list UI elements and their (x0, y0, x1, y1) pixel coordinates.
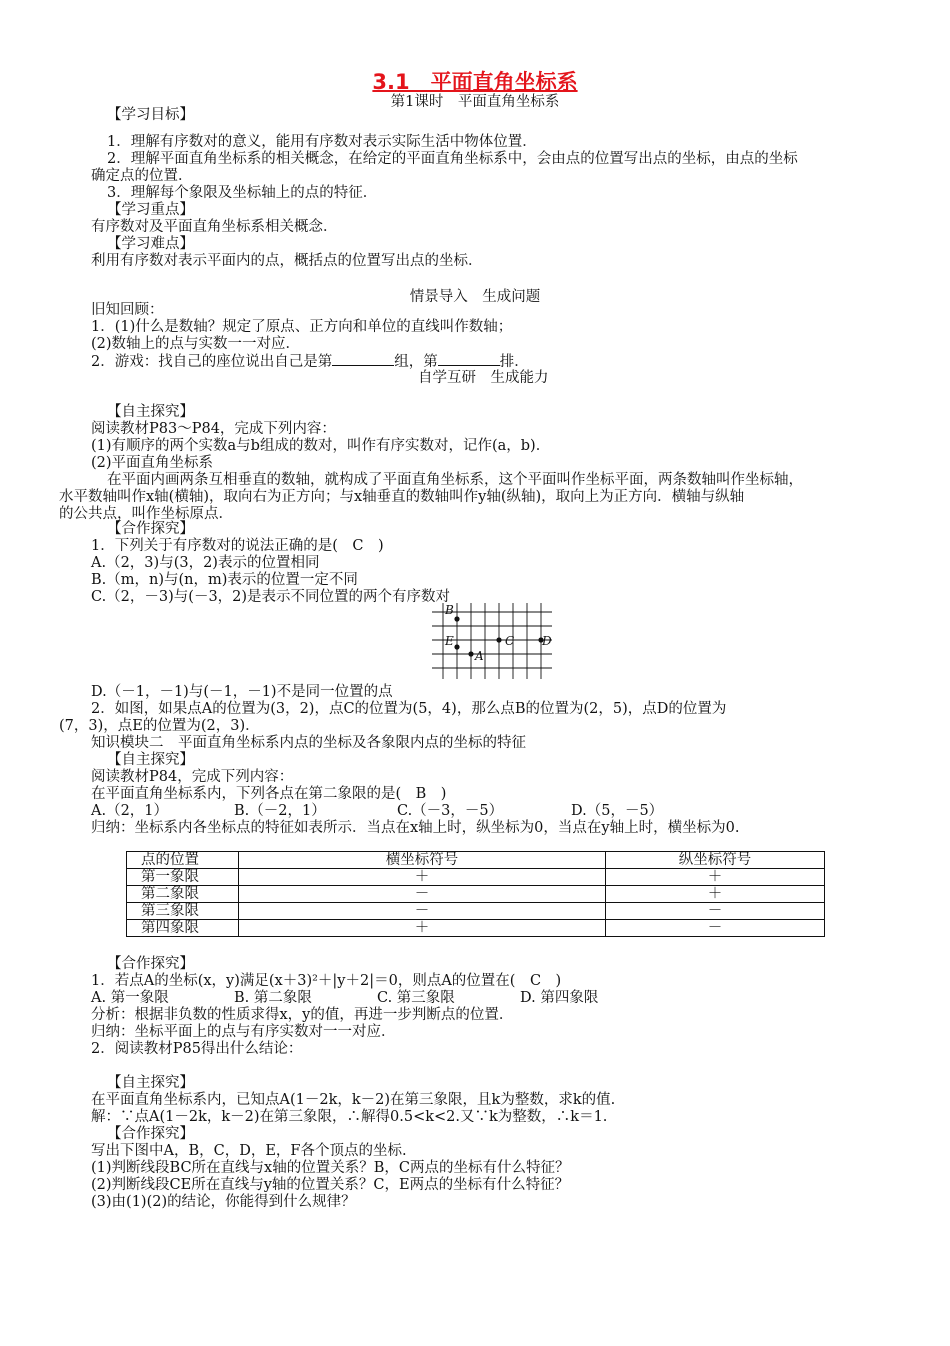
q2-prefix: 2．游戏：找自己的座位说出自己是第 (91, 354, 333, 370)
summary-line: 归纳：坐标平面上的点与有序实数对一一对应． (91, 1024, 396, 1040)
goal-item: 确定点的位置． (91, 168, 193, 184)
explore-line: (1)有顺序的两个实数a与b组成的数对，叫作有序实数对，记作(a，b)． (91, 438, 551, 454)
page-title: 3.1 平面直角坐标系 (372, 70, 578, 94)
hard-text: 利用有序数对表示平面内的点，概括点的位置写出点的坐标． (91, 253, 483, 269)
analysis-line: 分析：根据非负数的性质求得x，y的值，再进一步判断点的位置． (91, 1007, 514, 1023)
table-row (127, 869, 825, 886)
explore-line: 阅读教材P84，完成下列内容： (91, 769, 294, 785)
summary-line: 归纳：坐标系内各坐标点的特征如表所示．当点在x轴上时，纵坐标为0，当点在y轴上时，横坐标为0. (91, 820, 740, 836)
answer-blank[interactable] (438, 353, 500, 366)
table-cell: ＋ (239, 869, 606, 886)
explore-line: (2)平面直角坐标系 (91, 455, 214, 471)
explore-line: 阅读教材P83～P84，完成下列内容： (91, 421, 336, 437)
coop-line: 写出下图中A，B，C，D，E，F各个顶点的坐标. (91, 1143, 407, 1159)
table-cell: 第二象限 (127, 886, 239, 903)
table-cell: ＋ (606, 886, 825, 903)
table-header-row (127, 852, 825, 869)
table-cell: － (239, 903, 606, 920)
label-b: B (445, 603, 454, 617)
explore-heading: 【自主探究】 (107, 1075, 194, 1091)
coop-line: (3)由(1)(2)的结论，你能得到什么规律？ (91, 1194, 356, 1210)
table-cell: ＋ (606, 869, 825, 886)
coop-heading: 【合作探究】 (107, 956, 194, 972)
option-d: D.（5，－5） (571, 803, 664, 819)
table-header: 点的位置 (127, 852, 239, 869)
review-q2 (91, 353, 529, 371)
label-d: D (542, 634, 552, 648)
option-a: A. 第一象限 (91, 990, 169, 1006)
goal-item: 1．理解有序数对的意义，能用有序数对表示实际生活中物体位置． (107, 134, 537, 150)
table-row (127, 920, 825, 937)
table-cell: 第四象限 (127, 920, 239, 937)
table-cell: 第三象限 (127, 903, 239, 920)
coop-line: (2)判断线段CE所在直线与y轴的位置关系？C，E两点的坐标有什么特征？ (91, 1177, 570, 1193)
label-a: A (475, 649, 484, 663)
coop-heading: 【合作探究】 (107, 521, 194, 537)
page-subtitle: 第1课时 平面直角坐标系 (390, 94, 560, 110)
option-c: C.（－3，－5） (397, 803, 504, 819)
key-text: 有序数对及平面直角坐标系相关概念． (91, 219, 338, 235)
option-c: C. 第三象限 (377, 990, 455, 1006)
option-b: B.（m，n)与(n，m)表示的位置一定不同 (91, 572, 358, 588)
explore-line: 在平面直角坐标系内，已知点A(1－2k，k－2)在第三象限，且k为整数，求k的值. (91, 1092, 616, 1108)
coop-heading: 【合作探究】 (107, 1126, 194, 1142)
key-heading: 【学习重点】 (107, 202, 194, 218)
point-e (454, 644, 459, 649)
explore-heading: 【自主探究】 (107, 404, 194, 420)
option-b: B. 第二象限 (234, 990, 312, 1006)
question-1: 1．下列关于有序数对的说法正确的是( C ) (91, 538, 384, 554)
table-header: 横坐标符号 (239, 852, 606, 869)
explore-heading: 【自主探究】 (107, 752, 194, 768)
table-header: 纵坐标符号 (606, 852, 825, 869)
review-q1b: (2)数轴上的点与实数一一对应． (91, 336, 301, 352)
section-heading: 自学互研 生成能力 (418, 370, 549, 386)
goals-heading: 【学习目标】 (107, 107, 194, 123)
question-2: 2．阅读教材P85得出什么结论： (91, 1041, 303, 1057)
question-2-cont: (7，3)，点E的位置为(2，3)． (59, 718, 260, 734)
table-cell: ＋ (239, 920, 606, 937)
label-e: E (445, 634, 454, 648)
explore-line: 解：∵点A(1－2k，k－2)在第三象限，∴解得0.5<k<2.又∵k为整数，∴k＝1. (91, 1109, 608, 1125)
question-1: 1．若点A的坐标(x，y)满足(x＋3)²＋|y＋2|＝0，则点A的位置在( C ) (91, 973, 562, 989)
review-label: 旧知回顾： (91, 302, 164, 318)
goal-item: 2．理解平面直角坐标系的相关概念，在给定的平面直角坐标系中，会由点的位置写出点的坐标，由点的坐标 (107, 151, 798, 167)
option-d: D. 第四象限 (520, 990, 599, 1006)
q2-suffix: 排． (499, 354, 529, 370)
explore-line: 的公共点，叫作坐标原点． (59, 506, 233, 522)
point-b (454, 616, 459, 621)
hard-heading: 【学习难点】 (107, 236, 194, 252)
answer-blank[interactable] (332, 353, 394, 366)
option-a: A.（2，3)与(3，2)表示的位置相同 (91, 555, 320, 571)
table-cell: － (606, 903, 825, 920)
question-2: 2．如图，如果点A的位置为(3，2)，点C的位置为(5，4)，那么点B的位置为(2，5)，点D的位置为 (91, 701, 727, 717)
option-b: B.（－2，1） (234, 803, 326, 819)
q2-mid: 组，第 (394, 354, 438, 370)
option-c: C.（2，－3)与(－3，2)是表示不同位置的两个有序数对 (91, 589, 451, 605)
option-a: A.（2，1） (91, 803, 169, 819)
option-d: D.（－1，－1)与(－1，－1)不是同一位置的点 (91, 684, 393, 700)
table-row (127, 903, 825, 920)
explore-line: 水平数轴叫作x轴(横轴)，取向右为正方向；与x轴垂直的数轴叫作y轴(纵轴)，取向上为正方向．横轴与纵轴 (59, 489, 745, 505)
coop-line: (1)判断线段BC所在直线与x轴的位置关系？B，C两点的坐标有什么特征？ (91, 1160, 570, 1176)
module-heading: 知识模块二 平面直角坐标系内点的坐标及各象限内点的坐标的特征 (91, 735, 526, 751)
goal-item: 3．理解每个象限及坐标轴上的点的特征． (107, 185, 378, 201)
label-c: C (505, 634, 515, 648)
table-cell: － (239, 886, 606, 903)
quadrant-table (126, 851, 825, 937)
explore-line: 在平面内画两条互相垂直的数轴，就构成了平面直角坐标系，这个平面叫作坐标平面，两条数轴叫作坐标轴， (107, 472, 803, 488)
point-c (496, 637, 501, 642)
section-heading: 情景导入 生成问题 (409, 289, 541, 305)
table-cell: － (606, 920, 825, 937)
point-a (468, 651, 473, 656)
review-q1a: 1．(1)什么是数轴？规定了原点、正方向和单位的直线叫作数轴； (91, 319, 513, 335)
table-row (127, 886, 825, 903)
table-cell: 第一象限 (127, 869, 239, 886)
explore-line: 在平面直角坐标系内，下列各点在第二象限的是( B ) (91, 786, 447, 802)
grid-figure (432, 603, 552, 683)
